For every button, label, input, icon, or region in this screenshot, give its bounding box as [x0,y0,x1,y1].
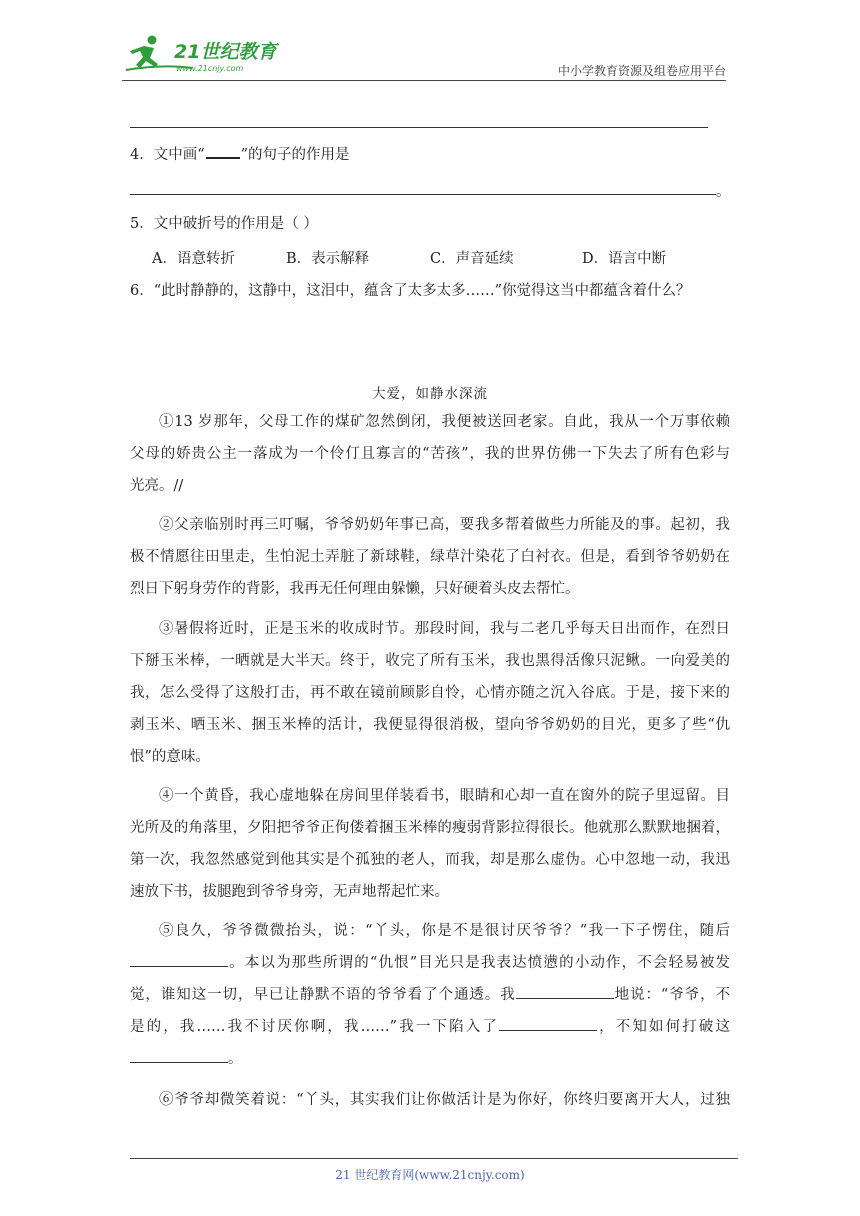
paragraph-line: 极不情愿往田里走，生怕泥土弄脏了新球鞋，绿草汁染花了白衬衣。但是，看到爷爷奶奶在 [130,549,730,565]
fill-blank[interactable] [130,950,228,967]
option-b[interactable]: B．表示解释 [286,251,370,267]
paragraph-1 [130,406,730,502]
paragraph-line: 第一次，我忽然感觉到他其实是个孤独的老人，而我，却是那么虚伪。心中忽地一动，我迅 [130,852,730,868]
footer-divider [130,1158,738,1159]
paragraph-line: ①13 岁那年，父母工作的煤矿忽然倒闭，我便被送回老家。自此，我从一个万事依赖 [159,414,730,430]
paragraph-line: 恨”的意味。 [130,749,210,765]
paragraph-line: 觉，谁知这一切，早已让静默不语的爷爷看了个通透。我 地说：“爷爷，不 [130,979,730,1011]
paragraph-2 [130,509,730,605]
option-a[interactable]: A．语意转折 [152,251,235,267]
paragraph-line: 光亮。// [130,478,184,494]
paragraph-4 [130,780,730,908]
paragraph-line: 下掰玉米棒，一晒就是大半天。终于，收完了所有玉米，我也黑得活像只泥鳅。一向爱美的 [130,653,730,669]
question-5: 5．文中破折号的作用是（ ） [130,216,318,232]
answer-line [130,127,708,128]
logo-runner-icon [122,34,292,78]
paragraph-line: 是的，我……我不讨厌你啊，我……”我一下陷入了 ，不知如何打破这 [130,1011,730,1043]
paragraph-6 [130,1084,730,1116]
question-4: 4．文中画“ ”的句子的作用是 [130,147,350,163]
paragraph-line: 父母的娇贵公主一落成为一个伶仃且寡言的“苦孩”，我的世界仿佛一下失去了所有色彩与 [130,446,730,462]
svg-text:21世纪教育: 21世纪教育 [174,41,277,63]
paragraph-line: 烈日下躬身劳作的背影，我再无任何理由躲懒，只好硬着头皮去帮忙。 [130,581,580,597]
svg-text:www.21cnjy.com: www.21cnjy.com [176,64,244,73]
fill-blank[interactable] [499,1014,597,1031]
paragraph-line: 我，怎么受得了这般打击，再不敢在镜前顾影自怜，心情亦随之沉入谷底。于是，接下来的 [130,685,730,701]
answer-line-period: 。 [716,184,731,200]
paragraph-5 [130,915,730,1075]
paragraph-line: 剥玉米、晒玉米、捆玉米棒的活计，我便显得很消极，望向爷爷奶奶的目光，更多了些“仇 [130,717,730,733]
answer-line [130,194,716,195]
platform-name: 中小学教育资源及组卷应用平台 [557,64,726,78]
question-5-options [152,247,666,268]
option-d[interactable]: D．语言中断 [582,251,667,267]
option-c[interactable]: C．声音延续 [430,251,514,267]
site-logo[interactable] [122,34,292,78]
header-divider [122,80,726,81]
question-6: 6．“此时静静的，这静中，这泪中，蕴含了太多太多……”你觉得这当中都蕴含着什么？ [130,283,691,299]
paragraph-line: ③暑假将近时，正是玉米的收成时节。那段时间，我与二老几乎每天日出而作，在烈日 [159,621,730,637]
paragraph-line: ④一个黄昏，我心虚地躲在房间里佯装看书，眼睛和心却一直在窗外的院子里逗留。目 [159,788,730,804]
paragraph-line: ⑥爷爷却微笑着说：“丫头，其实我们让你做活计是为你好，你终归要离开大人，过独 [159,1092,730,1108]
paragraph-line: ②父亲临别时再三叮嘱，爷爷奶奶年事已高，要我多帮着做些力所能及的事。起初，我 [159,517,730,533]
paragraph-line: 。本以为那些所谓的“仇恨”目光只是我表达愤懑的小动作，不会轻易被发 [130,947,730,979]
underline-sample [206,145,240,159]
paragraph-line: ⑤良久，爷爷微微抬头，说：“丫头，你是不是很讨厌爷爷？”我一下子愣住，随后 [159,923,730,939]
fill-blank[interactable] [130,1046,228,1063]
paragraph-line: 速放下书，拔腿跑到爷爷身旁，无声地帮起忙来。 [130,884,449,900]
footer-link[interactable]: 21 世纪教育网(www.21cnjy.com) [335,1168,525,1182]
fill-blank[interactable] [516,982,614,999]
article-title: 大爱，如静水深流 [372,386,488,402]
paragraph-3 [130,613,730,773]
paragraph-line: 光所及的角落里，夕阳把爷爷正佝偻着捆玉米棒的瘦弱背影拉得很长。他就那么默默地捆着， [130,820,730,836]
paragraph-line: 。 [130,1043,730,1075]
